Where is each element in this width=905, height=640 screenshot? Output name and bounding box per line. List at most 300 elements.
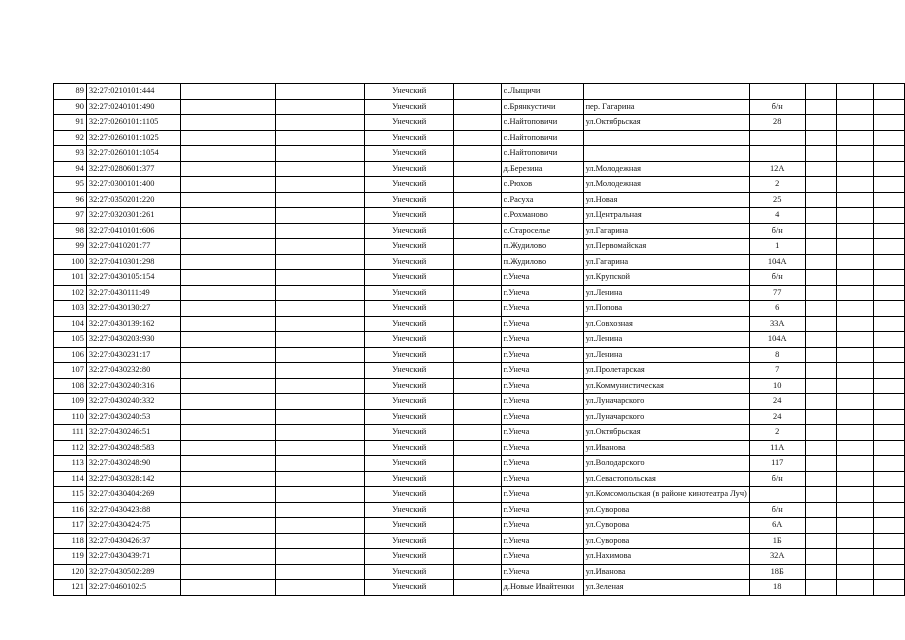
empty-cell (276, 518, 365, 534)
empty-cell (276, 394, 365, 410)
table-body (54, 84, 905, 596)
street-cell: ул.Володарского (583, 456, 749, 472)
empty-cell (180, 549, 275, 565)
empty-cell (180, 440, 275, 456)
locality-cell: г.Унеча (501, 285, 583, 301)
empty-cell (276, 146, 365, 162)
empty-cell (276, 223, 365, 239)
empty-cell (276, 409, 365, 425)
empty-cell (874, 580, 905, 596)
street-cell: ул.Комсомольская (в районе кинотеатра Луч) (583, 487, 749, 503)
empty-cell (180, 518, 275, 534)
empty-cell (180, 425, 275, 441)
empty-cell (180, 394, 275, 410)
table-row (54, 270, 905, 286)
empty-cell (874, 130, 905, 146)
table-row (54, 456, 905, 472)
street-cell (583, 130, 749, 146)
street-cell: ул.Севастопольская (583, 471, 749, 487)
empty-cell (180, 99, 275, 115)
empty-cell (805, 192, 837, 208)
locality-cell: г.Унеча (501, 533, 583, 549)
house-number-cell (749, 130, 805, 146)
empty-cell (180, 580, 275, 596)
empty-cell (874, 502, 905, 518)
street-cell: ул.Луначарского (583, 394, 749, 410)
empty-cell (805, 239, 837, 255)
empty-cell (276, 115, 365, 131)
row-number-cell: 106 (54, 347, 87, 363)
empty-cell (874, 84, 905, 100)
empty-cell (805, 223, 837, 239)
empty-cell (805, 564, 837, 580)
empty-cell (837, 487, 874, 503)
locality-cell: г.Унеча (501, 564, 583, 580)
empty-cell (874, 177, 905, 193)
locality-cell: с.Найтоповичи (501, 115, 583, 131)
empty-cell (837, 115, 874, 131)
row-number-cell: 108 (54, 378, 87, 394)
row-number-cell: 119 (54, 549, 87, 565)
empty-cell (874, 270, 905, 286)
house-number-cell: 18Б (749, 564, 805, 580)
empty-cell (276, 456, 365, 472)
street-cell: ул.Зеленая (583, 580, 749, 596)
street-cell (583, 84, 749, 100)
street-cell: ул.Октябрьская (583, 425, 749, 441)
empty-cell (837, 208, 874, 224)
cadastral-number-cell: 32:27:0430232:80 (86, 363, 180, 379)
table-row (54, 130, 905, 146)
street-cell: ул.Крупской (583, 270, 749, 286)
district-cell: Унечский (365, 115, 454, 131)
empty-cell (874, 146, 905, 162)
empty-cell (180, 285, 275, 301)
empty-cell (805, 487, 837, 503)
locality-cell: с.Лыщичи (501, 84, 583, 100)
house-number-cell: 1 (749, 239, 805, 255)
empty-cell (180, 456, 275, 472)
empty-cell (837, 177, 874, 193)
cadastral-number-cell: 32:27:0410201:77 (86, 239, 180, 255)
empty-cell (805, 425, 837, 441)
cadastral-number-cell: 32:27:0430240:316 (86, 378, 180, 394)
empty-cell (837, 425, 874, 441)
empty-cell (276, 84, 365, 100)
district-cell: Унечский (365, 440, 454, 456)
row-number-cell: 101 (54, 270, 87, 286)
table-row (54, 549, 905, 565)
locality-cell: д.Новые Ивайтенки (501, 580, 583, 596)
table-row (54, 192, 905, 208)
table-row (54, 425, 905, 441)
street-cell: ул.Октябрьская (583, 115, 749, 131)
empty-cell (805, 161, 837, 177)
empty-cell (453, 580, 501, 596)
house-number-cell: 18 (749, 580, 805, 596)
empty-cell (805, 549, 837, 565)
empty-cell (805, 332, 837, 348)
table-row (54, 533, 905, 549)
row-number-cell: 102 (54, 285, 87, 301)
empty-cell (276, 580, 365, 596)
locality-cell: г.Унеча (501, 409, 583, 425)
street-cell: ул.Молодежная (583, 161, 749, 177)
street-cell: ул.Нахимова (583, 549, 749, 565)
district-cell: Унечский (365, 394, 454, 410)
cadastral-number-cell: 32:27:0430328:142 (86, 471, 180, 487)
district-cell: Унечский (365, 192, 454, 208)
street-cell: ул.Новая (583, 192, 749, 208)
empty-cell (837, 130, 874, 146)
street-cell: ул.Суворова (583, 518, 749, 534)
empty-cell (837, 332, 874, 348)
empty-cell (276, 239, 365, 255)
locality-cell: г.Унеча (501, 425, 583, 441)
row-number-cell: 95 (54, 177, 87, 193)
empty-cell (805, 347, 837, 363)
empty-cell (453, 378, 501, 394)
empty-cell (180, 332, 275, 348)
table-row (54, 285, 905, 301)
empty-cell (180, 409, 275, 425)
empty-cell (805, 440, 837, 456)
empty-cell (874, 363, 905, 379)
empty-cell (805, 208, 837, 224)
empty-cell (874, 332, 905, 348)
empty-cell (276, 471, 365, 487)
cadastral-number-cell: 32:27:0410101:606 (86, 223, 180, 239)
empty-cell (276, 347, 365, 363)
table-row (54, 502, 905, 518)
locality-cell: г.Унеча (501, 487, 583, 503)
row-number-cell: 120 (54, 564, 87, 580)
empty-cell (837, 471, 874, 487)
house-number-cell: 77 (749, 285, 805, 301)
empty-cell (453, 99, 501, 115)
cadastral-number-cell: 32:27:0430203:930 (86, 332, 180, 348)
empty-cell (453, 487, 501, 503)
street-cell: ул.Суворова (583, 533, 749, 549)
empty-cell (874, 564, 905, 580)
district-cell: Унечский (365, 223, 454, 239)
empty-cell (837, 533, 874, 549)
empty-cell (837, 316, 874, 332)
empty-cell (837, 254, 874, 270)
cadastral-number-cell: 32:27:0430240:53 (86, 409, 180, 425)
district-cell: Унечский (365, 285, 454, 301)
empty-cell (805, 177, 837, 193)
empty-cell (874, 394, 905, 410)
empty-cell (180, 533, 275, 549)
empty-cell (874, 254, 905, 270)
empty-cell (837, 580, 874, 596)
row-number-cell: 96 (54, 192, 87, 208)
house-number-cell: 25 (749, 192, 805, 208)
empty-cell (453, 301, 501, 317)
cadastral-number-cell: 32:27:0430248:90 (86, 456, 180, 472)
empty-cell (180, 471, 275, 487)
empty-cell (837, 394, 874, 410)
table-row (54, 580, 905, 596)
house-number-cell: 6А (749, 518, 805, 534)
empty-cell (276, 177, 365, 193)
locality-cell: с.Брянкустичи (501, 99, 583, 115)
row-number-cell: 98 (54, 223, 87, 239)
empty-cell (805, 471, 837, 487)
empty-cell (453, 270, 501, 286)
empty-cell (874, 301, 905, 317)
row-number-cell: 109 (54, 394, 87, 410)
district-cell: Унечский (365, 378, 454, 394)
locality-cell: г.Унеча (501, 378, 583, 394)
empty-cell (874, 316, 905, 332)
empty-cell (453, 363, 501, 379)
cadastral-number-cell: 32:27:0430231:17 (86, 347, 180, 363)
empty-cell (276, 301, 365, 317)
street-cell: ул.Коммунистическая (583, 378, 749, 394)
empty-cell (805, 580, 837, 596)
locality-cell: г.Унеча (501, 440, 583, 456)
empty-cell (453, 316, 501, 332)
street-cell: ул.Совхозная (583, 316, 749, 332)
empty-cell (805, 394, 837, 410)
district-cell: Унечский (365, 409, 454, 425)
street-cell: ул.Луначарского (583, 409, 749, 425)
house-number-cell: 32А (749, 549, 805, 565)
empty-cell (837, 549, 874, 565)
empty-cell (453, 161, 501, 177)
empty-cell (874, 99, 905, 115)
empty-cell (874, 533, 905, 549)
house-number-cell: б/н (749, 99, 805, 115)
empty-cell (453, 394, 501, 410)
empty-cell (805, 146, 837, 162)
empty-cell (276, 533, 365, 549)
cadastral-number-cell: 32:27:0240101:490 (86, 99, 180, 115)
row-number-cell: 97 (54, 208, 87, 224)
district-cell: Унечский (365, 471, 454, 487)
empty-cell (837, 99, 874, 115)
locality-cell: с.Рохманово (501, 208, 583, 224)
district-cell: Унечский (365, 332, 454, 348)
district-cell: Унечский (365, 84, 454, 100)
street-cell: ул.Гагарина (583, 223, 749, 239)
row-number-cell: 116 (54, 502, 87, 518)
empty-cell (180, 316, 275, 332)
empty-cell (276, 440, 365, 456)
locality-cell: п.Жудилово (501, 239, 583, 255)
cadastral-number-cell: 32:27:0350201:220 (86, 192, 180, 208)
empty-cell (453, 285, 501, 301)
empty-cell (837, 301, 874, 317)
empty-cell (874, 487, 905, 503)
table-row (54, 301, 905, 317)
district-cell: Унечский (365, 239, 454, 255)
house-number-cell: 4 (749, 208, 805, 224)
table-row (54, 254, 905, 270)
empty-cell (805, 301, 837, 317)
empty-cell (805, 99, 837, 115)
street-cell: ул.Иванова (583, 564, 749, 580)
district-cell: Унечский (365, 487, 454, 503)
table-row (54, 394, 905, 410)
cadastral-number-cell: 32:27:0430404:269 (86, 487, 180, 503)
row-number-cell: 105 (54, 332, 87, 348)
empty-cell (276, 316, 365, 332)
house-number-cell: б/н (749, 502, 805, 518)
locality-cell: с.Рюхов (501, 177, 583, 193)
locality-cell: г.Унеча (501, 518, 583, 534)
house-number-cell: 11А (749, 440, 805, 456)
empty-cell (805, 533, 837, 549)
house-number-cell: 10 (749, 378, 805, 394)
empty-cell (805, 363, 837, 379)
cadastral-number-cell: 32:27:0300101:400 (86, 177, 180, 193)
street-cell: ул.Попова (583, 301, 749, 317)
empty-cell (453, 425, 501, 441)
empty-cell (180, 208, 275, 224)
row-number-cell: 104 (54, 316, 87, 332)
empty-cell (453, 130, 501, 146)
row-number-cell: 100 (54, 254, 87, 270)
empty-cell (837, 378, 874, 394)
cadastral-number-cell: 32:27:0430130:27 (86, 301, 180, 317)
empty-cell (874, 409, 905, 425)
district-cell: Унечский (365, 549, 454, 565)
empty-cell (453, 192, 501, 208)
cadastral-number-cell: 32:27:0430105:154 (86, 270, 180, 286)
table-row (54, 316, 905, 332)
empty-cell (180, 146, 275, 162)
house-number-cell: 12А (749, 161, 805, 177)
empty-cell (805, 456, 837, 472)
row-number-cell: 92 (54, 130, 87, 146)
empty-cell (276, 254, 365, 270)
empty-cell (837, 518, 874, 534)
locality-cell: с.Найтоповичи (501, 130, 583, 146)
empty-cell (805, 316, 837, 332)
empty-cell (180, 487, 275, 503)
empty-cell (453, 332, 501, 348)
cadastral-number-cell: 32:27:0280601:377 (86, 161, 180, 177)
district-cell: Унечский (365, 580, 454, 596)
row-number-cell: 117 (54, 518, 87, 534)
empty-cell (276, 130, 365, 146)
table-row (54, 146, 905, 162)
street-cell: ул.Ленина (583, 332, 749, 348)
house-number-cell: 104А (749, 332, 805, 348)
empty-cell (276, 549, 365, 565)
empty-cell (180, 192, 275, 208)
empty-cell (837, 270, 874, 286)
empty-cell (805, 378, 837, 394)
empty-cell (453, 223, 501, 239)
locality-cell: г.Унеча (501, 456, 583, 472)
district-cell: Унечский (365, 456, 454, 472)
empty-cell (837, 192, 874, 208)
row-number-cell: 114 (54, 471, 87, 487)
empty-cell (276, 99, 365, 115)
district-cell: Унечский (365, 177, 454, 193)
district-cell: Унечский (365, 254, 454, 270)
street-cell: ул.Пролетарская (583, 363, 749, 379)
district-cell: Унечский (365, 316, 454, 332)
empty-cell (453, 440, 501, 456)
row-number-cell: 115 (54, 487, 87, 503)
empty-cell (276, 564, 365, 580)
row-number-cell: 91 (54, 115, 87, 131)
table-row (54, 487, 905, 503)
street-cell: пер. Гагарина (583, 99, 749, 115)
empty-cell (453, 409, 501, 425)
locality-cell: д.Березина (501, 161, 583, 177)
row-number-cell: 112 (54, 440, 87, 456)
empty-cell (874, 440, 905, 456)
empty-cell (837, 146, 874, 162)
empty-cell (837, 409, 874, 425)
table-row (54, 518, 905, 534)
locality-cell: г.Унеча (501, 549, 583, 565)
table-row (54, 99, 905, 115)
empty-cell (180, 363, 275, 379)
empty-cell (874, 208, 905, 224)
table-row (54, 564, 905, 580)
empty-cell (805, 84, 837, 100)
row-number-cell: 93 (54, 146, 87, 162)
empty-cell (180, 270, 275, 286)
cadastral-number-cell: 32:27:0430424:75 (86, 518, 180, 534)
house-number-cell: 7 (749, 363, 805, 379)
cadastral-number-cell: 32:27:0320301:261 (86, 208, 180, 224)
empty-cell (805, 270, 837, 286)
locality-cell: с.Староселье (501, 223, 583, 239)
empty-cell (453, 533, 501, 549)
street-cell: ул.Центральная (583, 208, 749, 224)
empty-cell (837, 223, 874, 239)
empty-cell (453, 146, 501, 162)
empty-cell (874, 456, 905, 472)
house-number-cell: 8 (749, 347, 805, 363)
district-cell: Унечский (365, 347, 454, 363)
empty-cell (453, 115, 501, 131)
empty-cell (874, 115, 905, 131)
table-row (54, 363, 905, 379)
empty-cell (874, 347, 905, 363)
table-row (54, 409, 905, 425)
empty-cell (805, 115, 837, 131)
cadastral-number-cell: 32:27:0430111:49 (86, 285, 180, 301)
empty-cell (874, 549, 905, 565)
house-number-cell: 104А (749, 254, 805, 270)
cadastral-number-cell: 32:27:0430439:71 (86, 549, 180, 565)
house-number-cell: 2 (749, 177, 805, 193)
locality-cell: с.Найтоповичи (501, 146, 583, 162)
district-cell: Унечский (365, 208, 454, 224)
table-row (54, 223, 905, 239)
empty-cell (180, 115, 275, 131)
cadastral-number-cell: 32:27:0210101:444 (86, 84, 180, 100)
empty-cell (276, 487, 365, 503)
empty-cell (805, 502, 837, 518)
house-number-cell: 33А (749, 316, 805, 332)
cadastral-number-cell: 32:27:0260101:1054 (86, 146, 180, 162)
empty-cell (874, 285, 905, 301)
empty-cell (837, 440, 874, 456)
cadastral-number-cell: 32:27:0430423:88 (86, 502, 180, 518)
empty-cell (837, 347, 874, 363)
district-cell: Унечский (365, 502, 454, 518)
